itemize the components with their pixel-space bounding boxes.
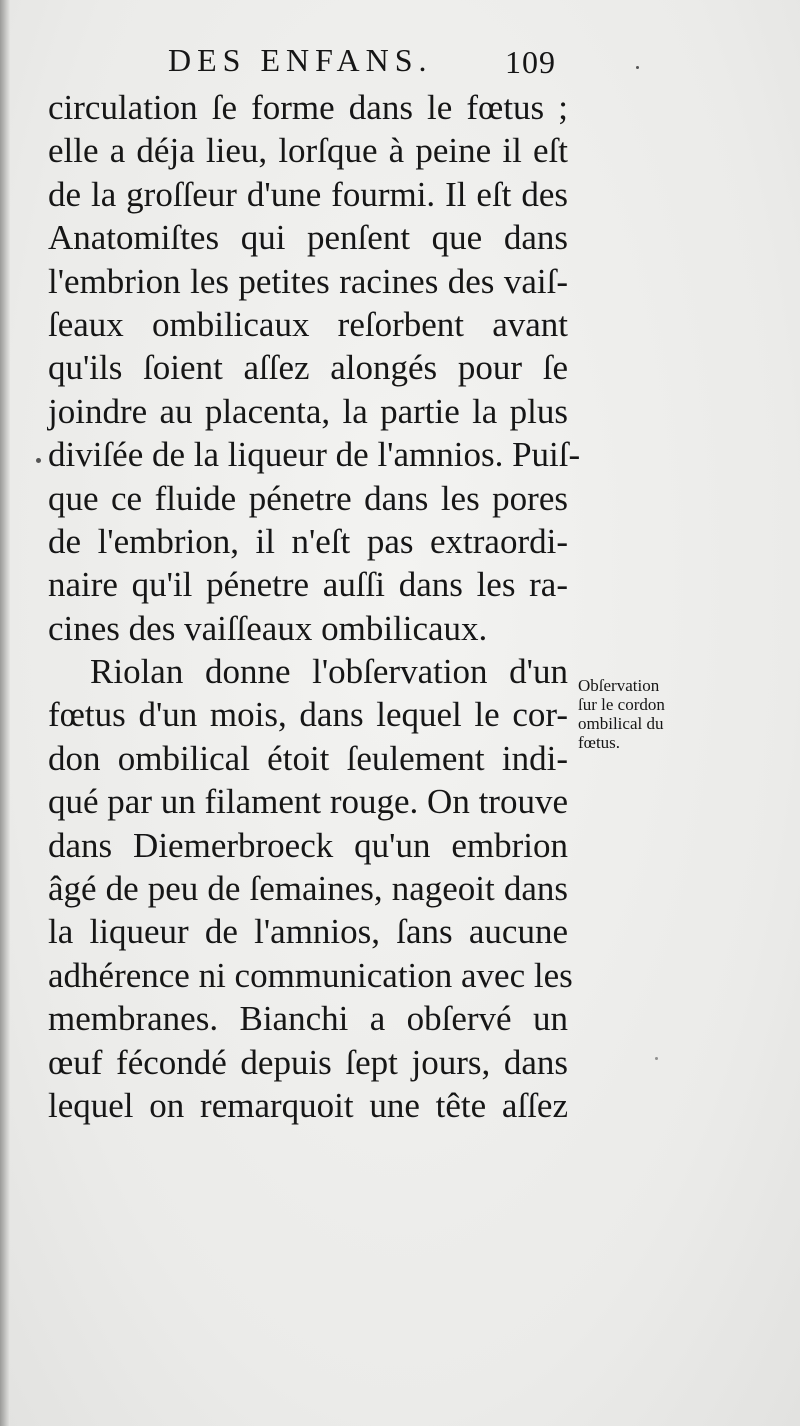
paragraph-end-line: cines des vaiſſeaux ombilicaux. xyxy=(48,608,488,648)
text-line: qu'ils ſoient aſſez alongés pour ſe xyxy=(48,348,568,388)
margin-note xyxy=(578,676,718,752)
margin-note-line: ombilical du xyxy=(578,714,664,733)
text-line: l'embrion les petites racines des vaiſ- xyxy=(48,261,568,301)
text-line: âgé de peu de ſemaines, nageoit dans xyxy=(48,869,568,909)
text-line: qué par un filament rouge. On trouve xyxy=(48,782,568,822)
page-gutter-shadow xyxy=(0,0,10,1426)
margin-note-line: Obſervation xyxy=(578,676,660,695)
text-line: œuf fécondé depuis ſept jours, dans xyxy=(48,1042,568,1082)
ink-speck xyxy=(36,458,41,463)
text-line: circulation ſe forme dans le fœtus ; xyxy=(48,88,568,127)
text-line: dans Diemerbroeck qu'un embrion xyxy=(48,825,568,865)
text-line: Anatomiſtes qui penſent que dans xyxy=(48,218,568,258)
text-line: joindre au placenta, la partie la plus xyxy=(48,391,568,431)
margin-note-line: ſur le cordon xyxy=(578,695,665,714)
text-line: ſeaux ombilicaux reſorbent avant xyxy=(48,304,568,344)
text-line: membranes. Bianchi a obſervé un xyxy=(48,999,568,1039)
ink-speck xyxy=(636,66,639,69)
text-line: naire qu'il pénetre auſſi dans les ra- xyxy=(48,565,568,605)
body-text xyxy=(48,86,581,1127)
text-line: de la groſſeur d'une fourmi. Il eſt des xyxy=(48,174,568,214)
text-line: don ombilical étoit ſeulement indi- xyxy=(48,738,568,778)
text-line: adhérence ni communication avec les xyxy=(48,955,573,995)
margin-note-line: fœtus. xyxy=(578,733,621,752)
text-line: elle a déja lieu, lorſque à peine il eſt xyxy=(48,131,568,171)
text-line: que ce fluide pénetre dans les pores xyxy=(48,478,568,518)
ink-speck xyxy=(655,1057,658,1060)
paragraph-start-line: Riolan donne l'obſervation d'un xyxy=(90,652,568,692)
text-line: fœtus d'un mois, dans lequel le cor- xyxy=(48,695,568,735)
text-line: diviſée de la liqueur de l'amnios. Puiſ- xyxy=(48,435,581,475)
page-number: 109 xyxy=(505,44,556,80)
text-line: de l'embrion, il n'eſt pas extraordi- xyxy=(48,521,568,561)
text-line: lequel on remarquoit une tête aſſez xyxy=(48,1085,568,1125)
running-title: DES ENFANS. xyxy=(168,42,433,78)
text-line: la liqueur de l'amnios, ſans aucune xyxy=(48,912,568,952)
